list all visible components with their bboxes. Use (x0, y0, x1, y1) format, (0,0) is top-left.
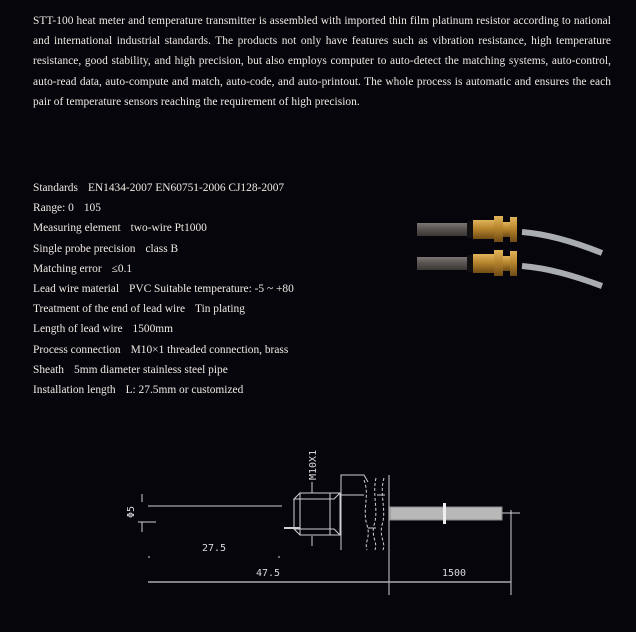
o-ring (467, 255, 473, 272)
spec-installation-length (33, 380, 413, 400)
product-description: STT-100 heat meter and temperature transmitter is assembled with imported thin film platinum resistor according to national and international industrial standards. The products not only have features such as vibration resistance, high temperature resistance, good stability, and high precision, but also employs computer to auto-detect the matching systems, auto-control, auto-read data, auto-compute and match, auto-code, and auto-printout. The whole process is automatic and ensures the each pair of temperature sensors reaching the requirement of high precision. (33, 15, 611, 108)
cable-length-label: 1500 (442, 568, 467, 579)
spec-process-connection (33, 340, 413, 360)
sensor-bottom (417, 250, 602, 286)
spec-label: Process connection (33, 343, 121, 356)
spec-label: Matching error (33, 262, 102, 275)
spec-label: Treatment of the end of lead wire (33, 303, 186, 316)
cable (522, 232, 602, 253)
spec-value: 105 (83, 202, 101, 215)
spec-value: 1500mm (132, 323, 174, 336)
cable-gland (364, 478, 384, 550)
spec-value: PVC Suitable temperature: -5 ~ +80 (129, 283, 294, 296)
spec-value: EN1434-2007 EN60751-2006 CJ128-2007 (87, 182, 285, 194)
flange (341, 475, 368, 550)
spec-value: class B (145, 242, 179, 255)
hex-fitting (284, 493, 340, 535)
spec-label: Installation length (33, 384, 116, 397)
spec-value: two-wire Pt1000 (130, 222, 207, 235)
spec-label: Single probe precision (33, 242, 136, 255)
brass-nut (494, 216, 503, 242)
spec-lead-wire-length (33, 319, 413, 339)
spec-range (33, 198, 413, 218)
spec-value: ≤0.1 (111, 262, 133, 275)
spec-value: L: 27.5mm or customized (125, 384, 244, 397)
brass-collar (510, 251, 517, 276)
technical-drawing (120, 450, 520, 600)
brass-nut (494, 250, 503, 276)
spec-label: Range: 0 (33, 202, 74, 215)
brass-fitting (473, 254, 495, 273)
insertion-length-label: 27.5 (202, 543, 227, 554)
spec-probe-precision (33, 239, 413, 259)
diameter-label: Φ5 (126, 505, 137, 518)
probe-sheath (417, 223, 469, 236)
brass-collar (510, 217, 517, 242)
spec-list (33, 178, 413, 400)
spec-label: Standards (33, 182, 78, 194)
probe-sheath (417, 257, 469, 270)
cable-break (443, 503, 446, 524)
cable (522, 266, 602, 286)
spec-value: Tin plating (195, 303, 245, 316)
brass-fitting (473, 220, 495, 239)
spec-lead-wire-material (33, 279, 413, 299)
spec-value: 5mm diameter stainless steel pipe (74, 363, 228, 376)
spec-label: Measuring element (33, 222, 121, 235)
total-length-label: 47.5 (256, 568, 281, 579)
thread-label: M10X1 (308, 450, 319, 480)
spec-label: Sheath (33, 363, 65, 376)
sensor-top (417, 216, 602, 253)
spec-label: Length of lead wire (33, 323, 123, 336)
spec-label: Lead wire material (33, 283, 120, 296)
o-ring (467, 221, 473, 238)
spec-sheath (33, 360, 413, 380)
product-photo (412, 206, 612, 290)
spec-lead-wire-treatment (33, 299, 413, 319)
brass-neck (503, 222, 510, 237)
spec-value: M10×1 threaded connection, brass (130, 343, 289, 356)
spec-measuring-element (33, 218, 413, 238)
brass-neck (503, 256, 510, 271)
spec-matching-error (33, 259, 413, 279)
spec-standards (33, 178, 413, 198)
